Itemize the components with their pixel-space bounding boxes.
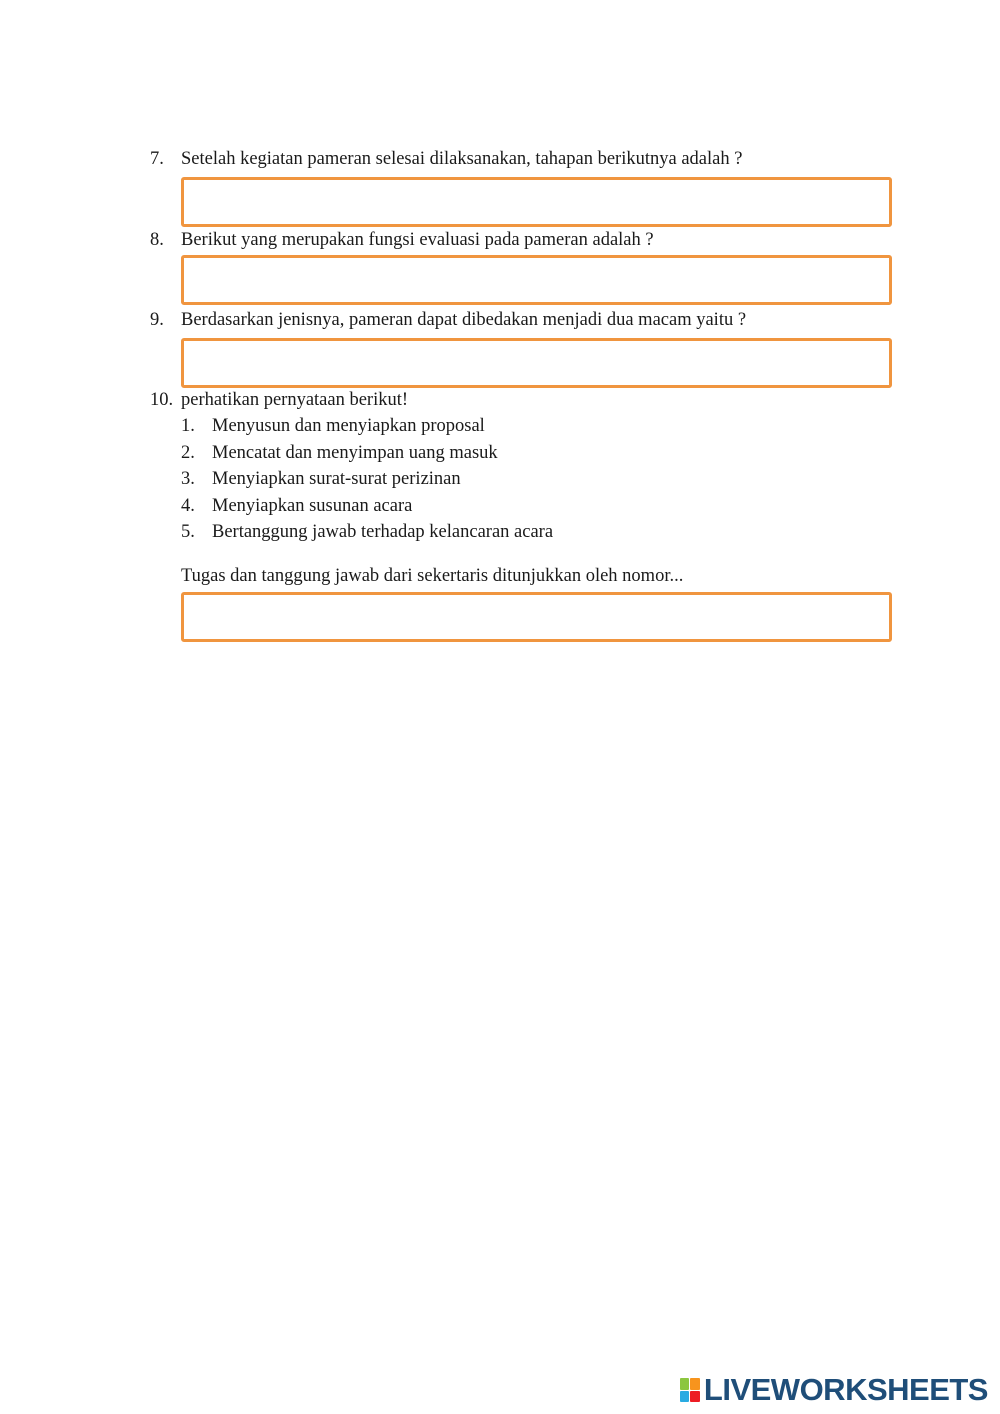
question-number: 10. [150,390,174,410]
question-text: Berikut yang merupakan fungsi evaluasi pada pameran adalah ? [181,230,654,250]
answer-box-7[interactable] [181,177,892,227]
question-text: Setelah kegiatan pameran selesai dilaksanakan, tahapan berikutnya adalah ? [181,149,743,169]
question-text: Berdasarkan jenisnya, pameran dapat dibedakan menjadi dua macam yaitu ? [181,310,747,330]
statement-number: 5. [181,522,195,542]
question-10-prompt: Tugas dan tanggung jawab dari sekertaris ditunjukkan oleh nomor... [181,566,684,586]
answer-box-8[interactable] [181,255,892,305]
statement-text: Menyusun dan menyiapkan proposal [212,416,485,436]
question-10 [150,389,408,411]
liveworksheets-logo-icon [680,1378,700,1402]
statement-item [181,495,412,517]
statement-text: Menyiapkan surat-surat perizinan [212,469,461,489]
question-number: 8. [150,230,164,250]
question-number: 9. [150,310,164,330]
brand-name: LIVEWORKSHEETS [703,1372,988,1407]
statement-number: 1. [181,416,195,436]
statement-number: 3. [181,469,195,489]
statement-number: 2. [181,443,195,463]
statement-text: Bertanggung jawab terhadap kelancaran acara [212,522,554,542]
statement-text: Menyiapkan susunan acara [212,496,413,516]
answer-box-10[interactable] [181,592,892,642]
statement-number: 4. [181,496,195,516]
statement-item [181,442,498,464]
statement-item [181,415,485,437]
question-text: perhatikan pernyataan berikut! [181,390,409,410]
question-number: 7. [150,149,164,169]
question-7 [150,148,742,170]
answer-box-9[interactable] [181,338,892,388]
question-8 [150,229,654,251]
liveworksheets-brand [680,1374,988,1406]
question-9 [150,309,746,331]
statement-item [181,468,461,490]
statement-text: Mencatat dan menyimpan uang masuk [212,443,498,463]
statement-item [181,521,553,543]
